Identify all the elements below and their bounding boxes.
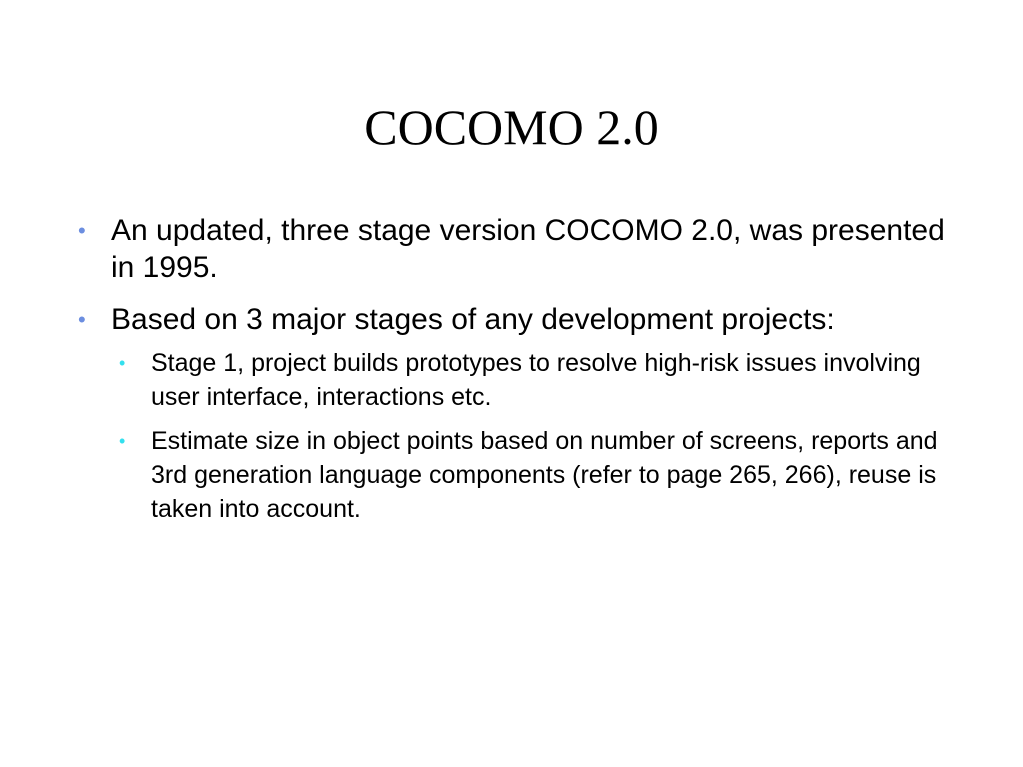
sub-bullet-point <box>119 346 968 414</box>
bullet-text: Based on 3 major stages of any development projects: <box>111 303 835 336</box>
sub-bullet-text: Stage 1, project builds prototypes to resolve high-risk issues involving user interface, interactions etc. <box>151 349 921 411</box>
slide-title: COCOMO 2.0 <box>364 99 659 155</box>
sub-bullet-point <box>119 424 968 526</box>
sub-bullet-icon: • <box>119 431 126 451</box>
bullet-icon: • <box>78 218 86 243</box>
sub-bullet-icon: • <box>119 353 126 373</box>
bullet-text: An updated, three stage version COCOMO 2.0, was presented in 1995. <box>111 214 945 284</box>
bullet-icon: • <box>78 307 86 332</box>
sub-bullet-text: Estimate size in object points based on number of screens, reports and 3rd generation language components (refer to page 265, 266), reuse is taken into account. <box>151 427 938 523</box>
bullet-point <box>78 212 968 286</box>
slide-body <box>78 212 968 536</box>
sub-bullet-list <box>78 346 968 526</box>
bullet-point <box>78 301 968 338</box>
